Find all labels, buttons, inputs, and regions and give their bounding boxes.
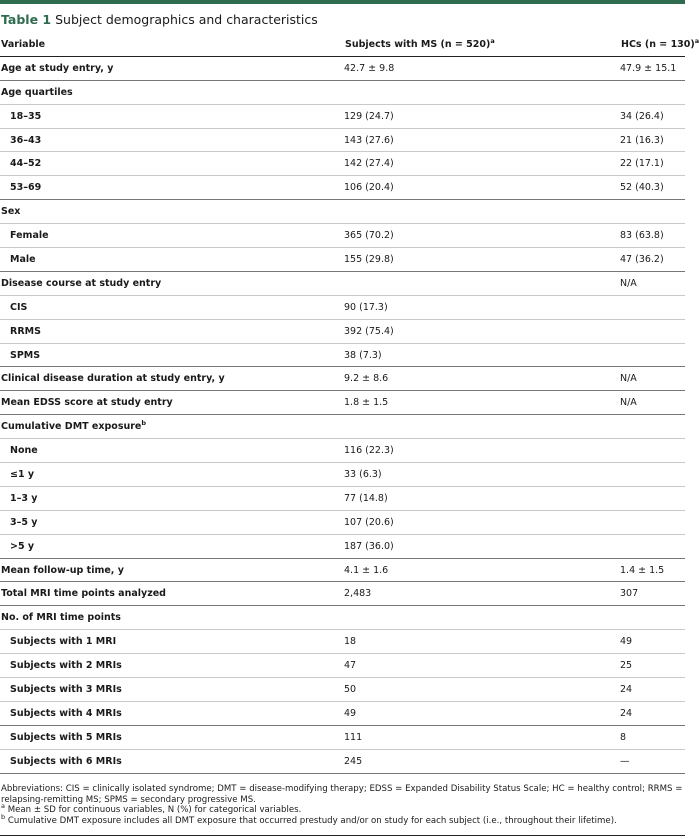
table-row (0, 248, 685, 272)
table-row (0, 391, 685, 415)
ms-value: 245 (344, 749, 620, 773)
table-row (0, 319, 685, 343)
row-label: Subjects with 4 MRIs (0, 701, 344, 725)
ms-value: 155 (29.8) (344, 248, 620, 272)
ms-value: 142 (27.4) (344, 152, 620, 176)
ms-value (344, 271, 620, 295)
ms-value: 38 (7.3) (344, 343, 620, 367)
header-hc: HCs (n = 130)$^a$ (620, 33, 685, 56)
hc-value: 34 (26.4) (620, 104, 685, 128)
table-row (0, 128, 685, 152)
footnote-a: $^a$ Mean ± SD for continuous variables, N (%) for categorical variables. (1, 802, 302, 815)
table-row (0, 104, 685, 128)
ms-value: 18 (344, 630, 620, 654)
table-row (0, 749, 685, 773)
bottom-rule (0, 835, 685, 836)
hc-value: 307 (620, 582, 685, 606)
ms-value: 143 (27.6) (344, 128, 620, 152)
row-label: Sex (0, 200, 344, 224)
hc-value: N/A (620, 367, 685, 391)
header-ms: Subjects with MS (n = 520)$^a$ (344, 33, 620, 56)
ms-value: 33 (6.3) (344, 463, 620, 487)
table-row (0, 295, 685, 319)
demographics-table (0, 33, 699, 774)
row-label: RRMS (0, 319, 344, 343)
hc-value (620, 606, 685, 630)
table-row (0, 271, 685, 295)
ms-value: 2,483 (344, 582, 620, 606)
hc-value: — (620, 749, 685, 773)
row-label: Subjects with 3 MRIs (0, 678, 344, 702)
hc-value (620, 80, 685, 104)
row-label: 18–35 (0, 104, 344, 128)
header-variable: Variable (0, 33, 344, 56)
row-label: Male (0, 248, 344, 272)
ms-value (344, 80, 620, 104)
row-label: 3–5 y (0, 510, 344, 534)
row-label: >5 y (0, 534, 344, 558)
row-label: 1–3 y (0, 486, 344, 510)
ms-value: 42.7 ± 9.8 (344, 56, 620, 80)
row-label: Disease course at study entry (0, 271, 344, 295)
ms-value (344, 415, 620, 439)
table-row (0, 80, 685, 104)
row-label: Mean follow-up time, y (0, 558, 344, 582)
table-row (0, 606, 685, 630)
ms-value: 111 (344, 725, 620, 749)
hc-value: 47.9 ± 15.1 (620, 56, 685, 80)
hc-value: 52 (40.3) (620, 176, 685, 200)
ms-value: 187 (36.0) (344, 534, 620, 558)
row-label: CIS (0, 295, 344, 319)
table-row (0, 725, 685, 749)
hc-value: 8 (620, 725, 685, 749)
table-body (0, 56, 685, 773)
hc-value (620, 486, 685, 510)
hc-value: 24 (620, 701, 685, 725)
hc-value (620, 463, 685, 487)
row-label: SPMS (0, 343, 344, 367)
row-label: 36–43 (0, 128, 344, 152)
table-row (0, 486, 685, 510)
hc-value: 47 (36.2) (620, 248, 685, 272)
ms-value: 106 (20.4) (344, 176, 620, 200)
table-row (0, 415, 685, 439)
hc-value: 24 (620, 678, 685, 702)
table-row (0, 630, 685, 654)
row-label: Subjects with 1 MRI (0, 630, 344, 654)
table-row (0, 224, 685, 248)
table-row (0, 367, 685, 391)
hc-value: N/A (620, 271, 685, 295)
hc-value: 22 (17.1) (620, 152, 685, 176)
hc-value (620, 415, 685, 439)
ms-value: 107 (20.6) (344, 510, 620, 534)
ms-value: 4.1 ± 1.6 (344, 558, 620, 582)
row-label: Cumulative DMT exposure$^b$ (0, 415, 344, 439)
row-label: Clinical disease duration at study entry, y (0, 367, 344, 391)
header-row (0, 33, 685, 56)
table-row (0, 582, 685, 606)
footnote-b: $^b$ Cumulative DMT exposure includes all DMT exposure that occurred prestudy and/or on study for each subject (i.e., throughout their lifetime). (1, 812, 617, 826)
hc-value: 1.4 ± 1.5 (620, 558, 685, 582)
ms-value: 47 (344, 654, 620, 678)
row-label: Age quartiles (0, 80, 344, 104)
ms-value: 50 (344, 678, 620, 702)
table-label: Table 1 (1, 12, 52, 27)
table-row (0, 654, 685, 678)
table-row (0, 56, 685, 80)
hc-value (620, 200, 685, 224)
hc-value (620, 343, 685, 367)
row-label: Total MRI time points analyzed (0, 582, 344, 606)
table-row (0, 200, 685, 224)
hc-value (620, 510, 685, 534)
table-row (0, 463, 685, 487)
ms-value: 1.8 ± 1.5 (344, 391, 620, 415)
table-row (0, 439, 685, 463)
hc-value: 49 (620, 630, 685, 654)
table-row (0, 152, 685, 176)
row-label: Subjects with 2 MRIs (0, 654, 344, 678)
table-row (0, 558, 685, 582)
row-label: 53–69 (0, 176, 344, 200)
ms-value: 116 (22.3) (344, 439, 620, 463)
row-label: No. of MRI time points (0, 606, 344, 630)
ms-value: 392 (75.4) (344, 319, 620, 343)
hc-value: N/A (620, 391, 685, 415)
ms-value: 90 (17.3) (344, 295, 620, 319)
table-row (0, 343, 685, 367)
top-rule (0, 0, 685, 4)
row-label: Age at study entry, y (0, 56, 344, 80)
row-label: Subjects with 5 MRIs (0, 725, 344, 749)
hc-value (620, 295, 685, 319)
hc-value (620, 534, 685, 558)
footnote-abbreviations: Abbreviations: CIS = clinically isolated syndrome; DMT = disease-modifying therapy; EDSS = Expanded Disability Status Scale; HC = healthy control; RRMS = relapsing-remitting MS; SPMS = secondary progressive MS. (1, 784, 683, 805)
table-caption (1, 11, 318, 29)
hc-value (620, 439, 685, 463)
row-label: ≤1 y (0, 463, 344, 487)
row-label: Female (0, 224, 344, 248)
ms-value: 129 (24.7) (344, 104, 620, 128)
footnotes (1, 784, 684, 826)
hc-value (620, 319, 685, 343)
table-title: Subject demographics and characteristics (55, 12, 318, 27)
table-row (0, 534, 685, 558)
ms-value: 9.2 ± 8.6 (344, 367, 620, 391)
hc-value: 21 (16.3) (620, 128, 685, 152)
row-label: Subjects with 6 MRIs (0, 749, 344, 773)
ms-value: 365 (70.2) (344, 224, 620, 248)
row-label: 44–52 (0, 152, 344, 176)
table-row (0, 510, 685, 534)
hc-value: 83 (63.8) (620, 224, 685, 248)
table-row (0, 701, 685, 725)
ms-value (344, 606, 620, 630)
row-label: None (0, 439, 344, 463)
table-row (0, 176, 685, 200)
row-label: Mean EDSS score at study entry (0, 391, 344, 415)
hc-value: 25 (620, 654, 685, 678)
table-row (0, 678, 685, 702)
ms-value (344, 200, 620, 224)
ms-value: 77 (14.8) (344, 486, 620, 510)
ms-value: 49 (344, 701, 620, 725)
